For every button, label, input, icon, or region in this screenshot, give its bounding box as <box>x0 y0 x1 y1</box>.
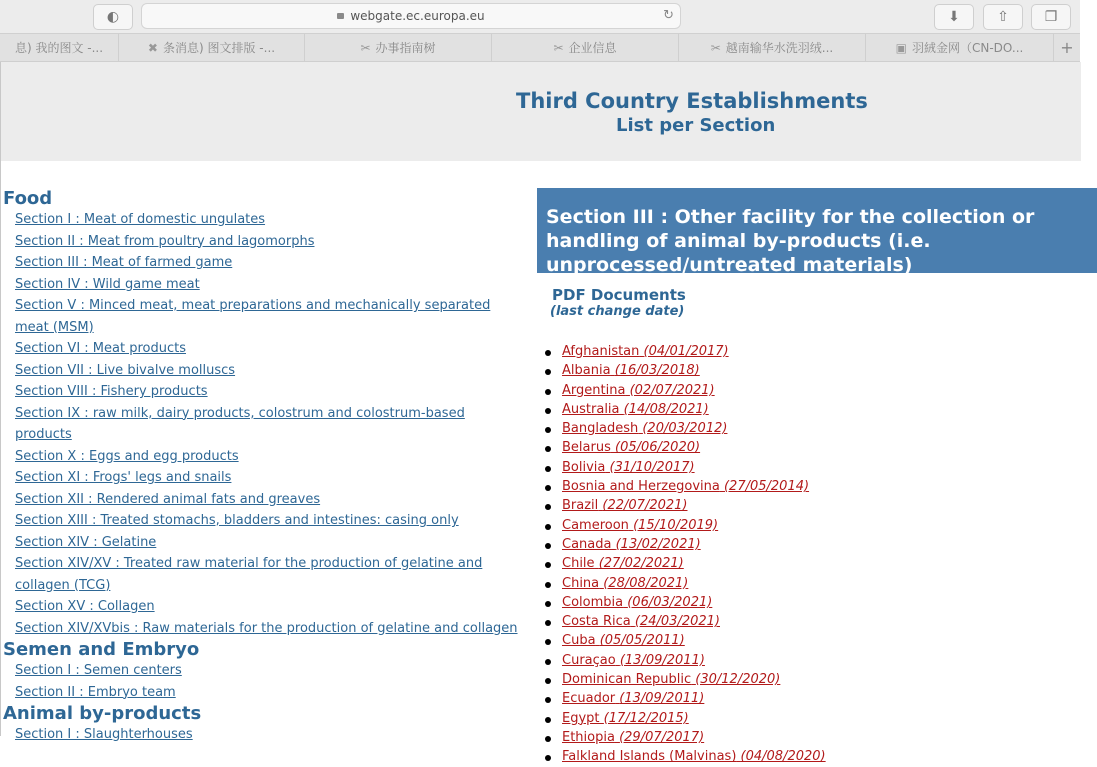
country-item <box>537 593 1097 612</box>
section-link[interactable]: Section XII : Rendered animal fats and greaves <box>15 491 321 507</box>
country-pdf-link[interactable] <box>562 344 729 359</box>
tab-item[interactable] <box>0 34 119 62</box>
country-item <box>537 381 1097 400</box>
country-date: (17/12/2015) <box>603 710 689 726</box>
country-name: Dominican Republic <box>562 672 692 688</box>
country-name: Curaçao <box>562 652 616 668</box>
tab-bar <box>0 33 1080 62</box>
country-item <box>537 728 1097 747</box>
country-pdf-link[interactable] <box>562 537 701 552</box>
category-heading-food: Food <box>3 188 53 209</box>
address-bar[interactable] <box>141 3 681 29</box>
country-date: (13/02/2021) <box>615 536 701 552</box>
country-item <box>537 458 1097 477</box>
page-title: Third Country Establishments <box>516 89 868 113</box>
country-date: (22/07/2021) <box>602 498 688 514</box>
country-list <box>537 342 1097 767</box>
section-link[interactable]: Section IV : Wild game meat <box>15 276 200 292</box>
country-name: Argentina <box>562 382 626 398</box>
country-name: Ecuador <box>562 691 616 707</box>
tab-label: 越南输华水洗羽绒... <box>725 41 834 55</box>
country-item <box>537 689 1097 708</box>
country-name: Afghanistan <box>562 344 640 359</box>
section-navigation <box>1 188 526 746</box>
country-item <box>537 496 1097 515</box>
section-link[interactable]: Section II : Embryo team <box>15 684 176 700</box>
country-pdf-link[interactable] <box>562 479 809 494</box>
section-link[interactable]: Section IX : raw milk, dairy products, colostrum and colostrum-based products <box>15 405 465 442</box>
section-link[interactable]: Section I : Meat of domestic ungulates <box>15 212 266 227</box>
country-name: Bolivia <box>562 459 606 475</box>
country-item <box>537 400 1097 419</box>
country-date: (14/08/2021) <box>623 401 709 417</box>
country-pdf-link[interactable] <box>562 653 705 668</box>
tab-label: 条消息) 图文排版 -... <box>162 41 276 55</box>
country-name: Belarus <box>562 440 611 456</box>
page-header <box>1 62 1081 161</box>
country-item <box>537 554 1097 573</box>
country-pdf-link[interactable] <box>562 556 684 571</box>
country-pdf-link[interactable] <box>562 363 700 378</box>
country-pdf-link[interactable] <box>562 614 720 629</box>
lock-icon <box>337 13 344 19</box>
country-pdf-link[interactable] <box>562 730 704 745</box>
section-link[interactable]: Section V : Minced meat, meat preparations and mechanically separated meat (MSM) <box>15 298 491 335</box>
country-item <box>537 631 1097 650</box>
category-heading-semen-embryo: Semen and Embryo <box>3 639 200 660</box>
country-item <box>537 419 1097 438</box>
section-link[interactable]: Section X : Eggs and egg products <box>15 448 239 464</box>
country-pdf-link[interactable] <box>562 576 688 591</box>
country-name: Bangladesh <box>562 421 639 437</box>
tabs-overview-button[interactable]: ❐ <box>1031 4 1071 30</box>
country-date: (27/05/2014) <box>723 479 810 495</box>
section-link[interactable]: Section XIV/XV : Treated raw material for the production of gelatine and collagen (TCG) <box>15 556 483 593</box>
country-date: (31/10/2017) <box>609 459 695 475</box>
country-item <box>537 438 1097 457</box>
country-pdf-link[interactable] <box>562 749 826 764</box>
country-pdf-link[interactable] <box>562 672 780 687</box>
pdf-documents-heading: PDF Documents <box>552 286 686 304</box>
country-name: Cuba <box>562 633 596 649</box>
country-pdf-link[interactable] <box>562 460 695 475</box>
section-link[interactable]: Section VI : Meat products <box>15 341 186 356</box>
country-date: (29/07/2017) <box>619 729 705 745</box>
country-date: (13/09/2011) <box>619 652 705 668</box>
country-name: Canada <box>562 536 612 552</box>
country-pdf-link[interactable] <box>562 402 709 417</box>
country-date: (16/03/2018) <box>614 363 700 379</box>
share-button[interactable]: ⇧ <box>983 4 1023 30</box>
section-link[interactable]: Section II : Meat from poultry and lagomorphs <box>15 233 315 249</box>
tab-label: 办事指南树 <box>375 41 436 55</box>
site-icon: ▣ <box>895 41 907 55</box>
pdf-documents-subheading: (last change date) <box>550 304 685 319</box>
country-item <box>537 670 1097 689</box>
country-name: Falkland Islands (Malvinas) <box>562 749 737 765</box>
section-link[interactable]: Section III : Meat of farmed game <box>15 255 233 270</box>
tab-item[interactable] <box>492 34 679 62</box>
country-date: (05/06/2020) <box>615 440 701 456</box>
country-name: Bosnia and Herzegovina <box>562 479 720 495</box>
url-text: webgate.ec.europa.eu <box>350 9 485 23</box>
country-pdf-link[interactable] <box>562 595 712 610</box>
country-name: Australia <box>562 401 620 417</box>
country-pdf-link[interactable] <box>562 498 688 513</box>
country-pdf-link[interactable] <box>562 518 718 533</box>
country-date: (28/08/2021) <box>603 575 689 591</box>
section-link[interactable]: Section XV : Collagen <box>15 599 155 614</box>
country-name: Cameroon <box>562 517 629 533</box>
country-name: Brazil <box>562 498 599 514</box>
section-link[interactable]: Section XIV/XVbis : Raw materials for the production of gelatine and collagen <box>15 620 518 636</box>
country-pdf-link[interactable] <box>562 383 715 398</box>
tab-item[interactable] <box>305 34 492 62</box>
tab-label: 息) 我的图文 -... <box>14 41 104 55</box>
section-link[interactable]: Section XIII : Treated stomachs, bladders and intestines: casing only <box>15 513 459 528</box>
section-link[interactable]: Section VII : Live bivalve molluscs <box>15 362 236 378</box>
country-date: (02/07/2021) <box>629 382 715 398</box>
country-item <box>537 574 1097 593</box>
tab-item[interactable] <box>866 34 1054 62</box>
tab-item[interactable] <box>679 34 866 62</box>
country-pdf-link[interactable] <box>562 633 685 648</box>
downloads-button[interactable]: ⬇ <box>934 4 974 30</box>
category-heading-animal-by-products: Animal by-products <box>3 703 202 724</box>
tab-item[interactable] <box>119 34 305 62</box>
country-name: Chile <box>562 556 595 572</box>
country-item <box>537 477 1097 496</box>
country-date: (15/10/2019) <box>633 517 719 533</box>
web-page <box>0 62 1080 765</box>
section-content <box>537 188 1097 767</box>
country-name: Egypt <box>562 710 600 726</box>
section-link[interactable]: Section I : Slaughterhouses <box>15 727 193 742</box>
sidebar-toggle-button[interactable]: ◐ <box>93 4 133 30</box>
country-item <box>537 612 1097 631</box>
country-name: Colombia <box>562 594 624 610</box>
country-pdf-link[interactable] <box>562 421 727 436</box>
country-pdf-link[interactable] <box>562 691 704 706</box>
tools-icon: ✂ <box>553 41 564 55</box>
country-date: (04/08/2020) <box>740 749 826 765</box>
country-item <box>537 709 1097 728</box>
country-date: (24/03/2021) <box>634 614 720 630</box>
tools-icon: ✂ <box>710 41 721 55</box>
country-pdf-link[interactable] <box>562 711 689 726</box>
country-item <box>537 747 1097 766</box>
country-item <box>537 342 1097 361</box>
section-link[interactable]: Section XIV : Gelatine <box>15 534 157 550</box>
country-date: (04/01/2017) <box>643 344 729 359</box>
section-link[interactable]: Section I : Semen centers <box>15 663 182 678</box>
country-date: (27/02/2021) <box>598 556 684 572</box>
country-name: China <box>562 575 600 591</box>
country-name: Ethiopia <box>562 729 615 745</box>
country-item <box>537 361 1097 380</box>
country-pdf-link[interactable] <box>562 440 700 455</box>
reload-icon[interactable]: ↻ <box>663 8 674 23</box>
country-name: Albania <box>562 363 611 379</box>
tab-label: 企业信息 <box>568 41 617 55</box>
tools-icon: ✖ <box>147 41 158 55</box>
country-date: (05/05/2011) <box>599 633 685 649</box>
tab-label: 羽絨金网（CN-DO... <box>912 41 1024 55</box>
country-date: (20/03/2012) <box>642 421 728 437</box>
country-name: Costa Rica <box>562 614 631 630</box>
country-date: (30/12/2020) <box>695 672 781 688</box>
country-date: (06/03/2021) <box>627 594 713 610</box>
section-title: Section III : Other facility for the collection or handling of animal by-products (i.e. unprocessed/untreated materials) <box>537 188 1097 273</box>
country-item <box>537 651 1097 670</box>
country-date: (13/09/2011) <box>619 691 705 707</box>
new-tab-button[interactable]: + <box>1060 38 1074 57</box>
page-subtitle: List per Section <box>616 115 776 136</box>
country-item <box>537 516 1097 535</box>
tools-icon: ✂ <box>360 41 371 55</box>
browser-toolbar <box>0 0 1080 33</box>
section-link[interactable]: Section XI : Frogs' legs and snails <box>15 470 232 485</box>
section-link[interactable]: Section VIII : Fishery products <box>15 384 208 399</box>
country-item <box>537 535 1097 554</box>
